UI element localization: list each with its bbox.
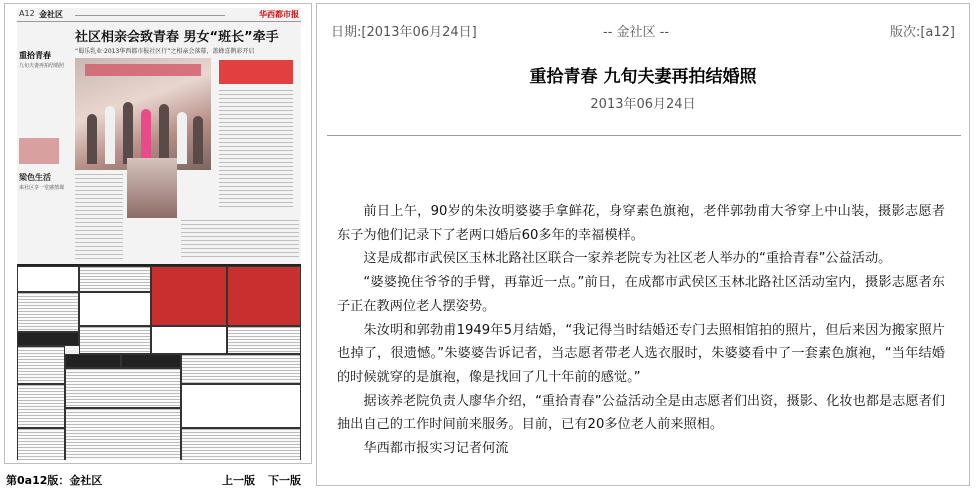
newspaper-text-lines	[75, 174, 123, 260]
article-edition-label: 版次:	[889, 25, 921, 40]
article-section: -- 金社区 --	[603, 25, 670, 40]
photo-figure	[105, 106, 115, 164]
article-edition-value: [a12]	[920, 25, 955, 40]
newspaper-text-lines	[219, 90, 293, 210]
article-paragraph: 朱汝明和郭勃甫1949年5月结婚，“我记得当时结婚还专门去照相馆拍的照片，但后来因为搬家照片也掉了，很遗憾。”朱婆婆告诉记者，当志愿者带老人选衣服时，朱婆婆看中了一套素色旗袍，“当年结婚的时候就穿的是旗袍，像是找回了几十年前的感觉。”	[337, 322, 945, 385]
newspaper-side-title-1: 重拾青春	[19, 51, 51, 60]
ad-block	[65, 368, 181, 408]
photo-figure	[87, 114, 97, 164]
article-paragraph: “婆婆挽住爷爷的手臂，再靠近一点。”前日，在成都市武侯区玉林北路社区活动室内，摄影志愿者东子正在教两位老人摆姿势。	[337, 275, 945, 314]
ad-block	[17, 346, 65, 384]
photo-banner	[85, 64, 201, 76]
ad-block	[79, 326, 151, 354]
newspaper-side-title-2: 梁色生活	[19, 173, 51, 182]
article-date-value: [2013年06月24日]	[361, 25, 477, 40]
edition-nav-bar	[4, 469, 312, 489]
newspaper-page-number: A12	[19, 9, 35, 18]
article-divider	[327, 135, 961, 136]
newspaper-headline: 社区相亲会致青春 男女“班长”牵手	[75, 30, 279, 45]
article-title: 重拾青春 九旬夫妻再拍结婚照	[529, 67, 757, 87]
newspaper-header-rule	[75, 15, 225, 16]
article-paragraph: 前日上午，90岁的朱汝明婆婆手拿鲜花，身穿素色旗袍，老伴郭勃甫大爷穿上中山装，摄影志愿者东子为他们记录下了老两口婚后60多年的幸福模样。	[337, 204, 945, 243]
edition-label: 第0a12版：金社区	[6, 474, 103, 487]
ad-block	[17, 332, 79, 346]
ad-block	[17, 384, 65, 428]
newspaper-section: 金社区	[39, 10, 63, 19]
previous-edition-link[interactable]: 上一版	[222, 474, 255, 487]
article-meta-row	[317, 4, 969, 44]
ad-block	[181, 384, 301, 428]
photo-figure	[141, 109, 151, 164]
page-thumbnail-panel	[0, 0, 318, 492]
article-subdate: 2013年06月24日	[590, 97, 696, 112]
ad-block	[79, 292, 151, 326]
article-date-label: 日期:	[331, 25, 362, 40]
ad-block	[151, 326, 227, 354]
photo-figure	[193, 116, 203, 164]
newspaper-side-photo	[19, 138, 59, 164]
photo-figure	[177, 112, 187, 164]
ad-block	[151, 266, 227, 326]
page-thumbnail-frame[interactable]	[4, 3, 312, 464]
article-byline: 华西都市报实习记者何流	[363, 441, 509, 457]
newspaper-red-box	[219, 60, 293, 84]
ad-block	[227, 266, 301, 326]
newspaper-ads-section	[17, 264, 301, 460]
ad-block	[17, 266, 79, 292]
ad-block	[17, 292, 79, 332]
newspaper-header	[17, 8, 301, 22]
photo-figure	[159, 104, 169, 164]
ad-block	[227, 326, 301, 354]
newspaper-side-sub-1: 九旬夫妻再拍结婚照	[19, 63, 65, 69]
newspaper-secondary-photo	[127, 158, 177, 218]
ad-block	[79, 266, 151, 292]
ad-block	[181, 428, 301, 460]
photo-figure	[123, 102, 133, 164]
newspaper-side-sub-2: 来社区享一堂感情课	[19, 185, 65, 191]
ad-block	[17, 428, 65, 460]
newspaper-page-image[interactable]	[17, 8, 301, 460]
newspaper-left-column	[17, 26, 69, 262]
article-paragraph: 这是成都市武侯区玉林北路社区联合一家养老院专为社区老人举办的“重拾青春”公益活动。	[363, 251, 892, 267]
newspaper-main-photo	[75, 58, 211, 170]
newspaper-text-lines	[181, 220, 299, 260]
article-date	[331, 21, 477, 40]
ad-block	[181, 354, 301, 384]
ad-block	[65, 408, 181, 460]
newspaper-subline: “蜀乐乳业·2013华西都市报社区行”之相亲会落幕，盖蜂喜鹊彩开启	[75, 48, 255, 55]
article-paragraph: 据该养老院负责人廖华介绍，“重拾青春”公益活动全是由志愿者们出资，摄影、化妆也都是志愿者们抽出自己的工作时间前来服务。目前，已有20多位老人前来照相。	[337, 393, 945, 433]
newspaper-brand: 华西都市报	[259, 10, 299, 19]
article-panel	[316, 3, 970, 486]
article-body	[337, 200, 945, 461]
article-edition	[890, 21, 955, 40]
ad-block	[121, 354, 181, 368]
ad-block	[65, 354, 121, 368]
next-edition-link[interactable]: 下一版	[268, 474, 301, 487]
